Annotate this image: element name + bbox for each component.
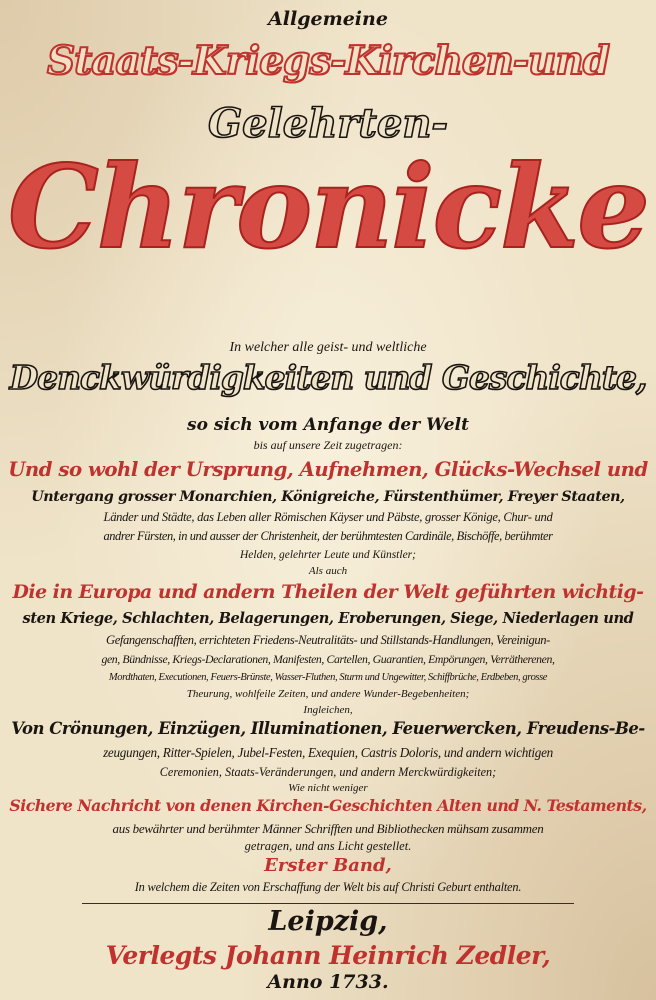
text-mordthaten: Mordthaten, Executionen, Feuers-Brünste, Wasser-Fluthen, Sturm und Ungewitter, Schiffbrüche, Erdbeben, grosse [108, 672, 548, 683]
imprint-year: Anno 1733. [267, 971, 389, 993]
imprint-publisher: Verlegts Johann Heinrich Zedler, [105, 941, 551, 970]
text-theurung: Theurung, wohlfeile Zeiten, und andere Wunder-Begebenheiten; [186, 688, 470, 700]
imprint-leipzig: Leipzig, [268, 906, 388, 937]
subtitle-denckwuerdigkeiten: Denckwürdigkeiten und Geschichte, [9, 358, 647, 397]
text-europa: Die in Europa und andern Theilen der Welt geführten wichtig- [12, 581, 644, 603]
text-erschaffung: In welchem die Zeiten von Erschaffung der Welt bis auf Christi Geburt enthalten. [134, 880, 522, 894]
title-chronicke: Chronicke [8, 140, 648, 274]
text-helden: Helden, gelehrter Leute und Künstler; [240, 549, 416, 561]
subtitle-anfange: so sich vom Anfange der Welt [187, 415, 469, 435]
text-buendnisse: gen, Bündnisse, Kriegs-Declarationen, Manifesten, Cartellen, Guarantien, Empörungen, Verrätherenen, [101, 652, 555, 666]
text-ceremonien: Ceremonien, Staats-Veränderungen, und andern Merckwürdigkeiten; [159, 765, 497, 779]
text-kriege: sten Kriege, Schlachten, Belagerungen, Eroberungen, Siege, Niederlagen und [22, 610, 634, 627]
text-getragen: getragen, und ans Licht gestellet. [244, 839, 412, 853]
text-untergang: Untergang grosser Monarchien, Königreiche, Fürstenthümer, Freyer Staaten, [31, 489, 625, 505]
text-kirchen-geschichten: Sichere Nachricht von denen Kirchen-Geschichten Alten und N. Testaments, [9, 796, 647, 815]
text-wie-nicht: Wie nicht weniger [288, 782, 368, 794]
text-bewaehrter: aus bewährter und berühmter Männer Schrifften und Bibliothecken mühsam zusammen [112, 821, 544, 836]
text-croenungen: Von Crönungen, Einzügen, Illuminationen, Feuerwercken, Freudens-Be- [11, 719, 645, 738]
text-als-auch: Als auch [308, 565, 348, 577]
text-erster-band: Erster Band, [264, 855, 392, 876]
title-staats-kriegs: Staats-Kriegs-Kirchen-und [46, 38, 610, 84]
text-fuersten: andrer Fürsten, in und ausser der Christenheit, der berühmtesten Cardinäle, Bischöffe, berühmter [103, 529, 553, 543]
text-ingleichen: Ingleichen, [303, 704, 353, 716]
text-ursprung: Und so wohl der Ursprung, Aufnehmen, Glücks-Wechsel und [8, 458, 648, 481]
subtitle-welcher: In welcher alle geist- und weltliche [229, 340, 427, 355]
title-gelehrten: Gelehrten- [207, 100, 449, 147]
text-laender: Länder und Städte, das Leben aller Römischen Käyser und Päbste, grosser Könige, Chur- und [103, 510, 553, 524]
divider-rule [82, 903, 574, 904]
title-allgemeine: Allgemeine [268, 8, 388, 30]
text-gefangenschafften: Gefangenschafften, errichteten Friedens-Neutralitäts- und Stillstands-Handlungen, Vereinigun- [106, 633, 550, 647]
subtitle-zeit: bis auf unsere Zeit zugetragen: [253, 438, 403, 452]
text-zeugungen: zeugungen, Ritter-Spielen, Jubel-Festen, Exequien, Castris Doloris, und andern wichtigen [103, 745, 553, 760]
